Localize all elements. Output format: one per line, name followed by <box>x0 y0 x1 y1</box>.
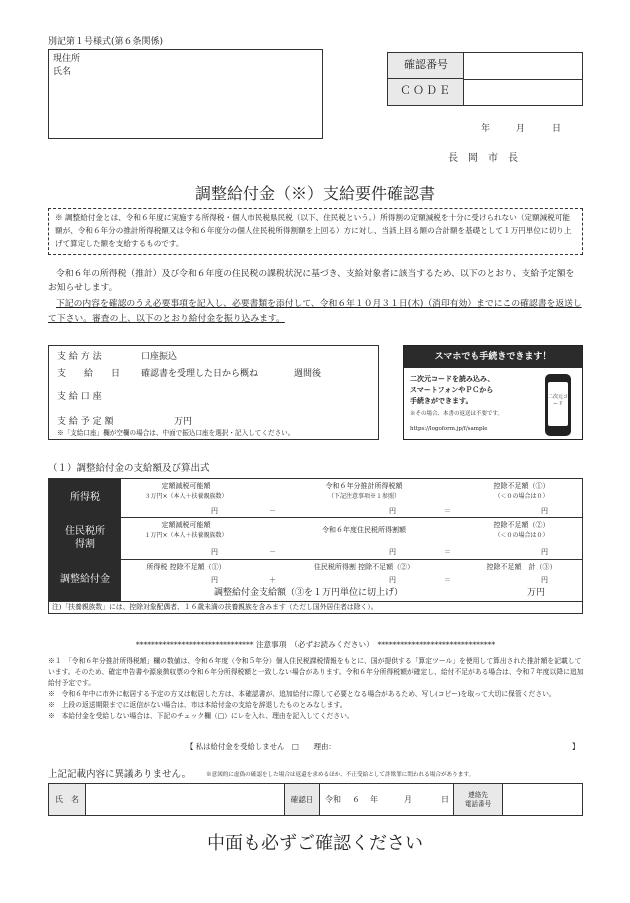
decline-checkbox-line[interactable]: 【 私は給付金を受給しません □ 理由： <box>186 742 336 751</box>
c1-header: 所得税 控除不足額（①） <box>146 563 226 571</box>
c2-header: 令和６年度住民税所得割額 <box>322 526 406 534</box>
calc-title: （１）調整給付金の支給額及び算出式 <box>48 463 210 474</box>
intro-paragraph: 令和６年の所得税（推計）及び令和６年度の住民税の課税状況に基づき、支給対象者に該当するため、以下のとおり、支給予定額をお知らせします。 <box>48 269 575 293</box>
phone-label-1: 連絡先 <box>468 791 488 799</box>
qr-label: 二次元コード <box>548 394 569 407</box>
date-label: 支 給 日 <box>57 369 121 379</box>
footer-notice: 中面も必ずご確認ください <box>207 833 423 854</box>
caution-header: ******************************* 注意事項 （必ずお読みください） ******************************* <box>135 640 496 649</box>
date-day: 日 <box>552 124 562 134</box>
amount-label: 支 給 予 定 額 <box>57 417 114 427</box>
smartphone-box <box>403 345 583 440</box>
smartphone-line2: スマートフォンやＰＣから <box>410 385 494 394</box>
date-value: 確認書を受理した日から概ね <box>141 369 259 379</box>
payment-box <box>48 345 379 440</box>
smartphone-url[interactable]: https://logoform.jp/f/sample <box>410 426 488 432</box>
name-label: 氏名 <box>53 67 72 77</box>
date-suffix: 週間後 <box>294 369 322 379</box>
c1-header: 定額減税可能額 <box>161 521 211 529</box>
star-note: ※ 調整給付金とは、令和６年度に実施する所得税・個人市民税県民税（以下、住民税という。）所得割の定額減税を十分に受けられない（定額減税可能額が、令和６年分の推計所得税額又は令和６年度分の個人住民税所得割額を上回る）方に対し、当該上回る額の合計額を基礎として１万円単位に切り上げて算定した額を支給するものです。 <box>55 213 572 248</box>
c3-header: 控除不足額 計（③） <box>486 563 557 571</box>
caution-list <box>48 656 586 722</box>
mayor: 長 岡 市 長 <box>448 153 518 164</box>
smartphone-line3: 手続きができます。 <box>410 396 473 405</box>
op-equals: ＝ <box>444 548 451 556</box>
kakunin-label: 確認番号 <box>404 58 448 71</box>
phone-label-2: 電話番号 <box>464 800 492 808</box>
address-box[interactable] <box>48 49 323 139</box>
c2-header: 住民税所得割 控除不足額（②） <box>313 563 415 571</box>
c3-sub: （＜０の場合は０） <box>494 493 549 500</box>
yen: 円 <box>389 576 396 584</box>
caution-item: ※ 令和６年中に市外に転居する予定の方又は転居した方は、本確認書が、追加給付に際して必要となる場合があるため、写し(コピー)を取って大切に保管ください。 <box>48 690 556 698</box>
phone-input[interactable] <box>503 784 582 815</box>
smartphone-icon <box>545 374 571 436</box>
yen: 円 <box>541 576 548 584</box>
yen: 円 <box>389 507 396 515</box>
page-title: 調整給付金（※）支給要件確認書 <box>194 184 435 203</box>
phone-label <box>453 784 503 815</box>
decline-bracket: 】 <box>572 742 580 751</box>
caution-item: ※ 上段の返送期限までに返信がない場合は、市は本給付金の支給を辞退したものとみなします。 <box>48 701 347 709</box>
smartphone-header: スマホでも手続きできます！ <box>404 346 582 368</box>
yen: 円 <box>541 548 548 556</box>
account-label: 支 給 口 座 <box>57 392 102 402</box>
signature-table <box>48 783 583 816</box>
fraud-note: ※意図的に虚偽の確認をした場合は返還を求めるほか、不正受給として詐欺罪に問われる場合があります。 <box>206 772 475 778</box>
star-note-box <box>48 208 583 255</box>
c2-sub: （下記注意事項※１参照） <box>327 493 400 500</box>
year: 年 <box>370 795 378 804</box>
op-minus: － <box>269 548 276 556</box>
c3-header: 控除不足額（①） <box>493 482 550 490</box>
op-plus: ＋ <box>269 576 276 584</box>
name-input[interactable] <box>86 784 284 815</box>
yen: 円 <box>211 507 218 515</box>
form-label: 別記第１号様式(第６条関係) <box>48 37 164 47</box>
calc-table <box>48 478 583 614</box>
month: 月 <box>404 795 412 804</box>
date-year: 年 <box>481 124 491 134</box>
c1-sub: １万円×（本人＋扶養親族数） <box>144 532 228 539</box>
reiwa-six: ６ <box>352 795 360 804</box>
c1-header: 定額減税可能額 <box>161 482 211 490</box>
row-label-income-tax: 所得税 <box>49 479 121 517</box>
op-minus: － <box>269 507 276 515</box>
op-equals: ＝ <box>444 507 451 515</box>
smartphone-small: ※その場合、本書の返送は不要です。 <box>410 411 504 417</box>
account-note: ※「支給口座」欄が空欄の場合は、中面で振込口座を選択・記入してください。 <box>57 429 295 437</box>
method-label: 支 給 方 法 <box>57 352 102 362</box>
total-label: 調整給付金支給額（③を１万円単位に切上げ） <box>214 588 404 598</box>
smartphone-line1: 二次元コードを読み込み、 <box>410 374 495 383</box>
day: 日 <box>441 795 449 804</box>
c1-sub: ３万円×（本人＋扶養親族数） <box>144 493 228 500</box>
method-value: 口座振込 <box>141 352 178 362</box>
code-box <box>387 52 583 106</box>
yen: 円 <box>211 576 218 584</box>
intro-underline: 下記の内容を確認のうえ必要事項を記入し、必要書類を添付して、令和６年１０月３１日(木)（消印有効）までにこの確認書を返送して下さい。審査の上、以下のとおり給付金を振り込みます。 <box>48 299 582 324</box>
op-equals: ＝ <box>444 576 451 584</box>
c3-header: 控除不足額（②） <box>493 521 550 529</box>
c3-sub: （＜０の場合は０） <box>494 532 549 539</box>
caution-item: ※１ 「令和６年分推計所得税額」欄の数値は、令和６年度（令和５年分）個人住民税課税情報をもとに、国が提供する「算定ツール」を使用して算出された推計額を記載しています。そのため、確定申告書や源泉徴収票の令和６年分所得税額と一致しない場合があります。令和６年分所得税額が確定し、給付不足がある場合は、令和７年度以降に追加給付予定です。 <box>48 657 584 687</box>
no-objection: 上記記載内容に異議ありません。 <box>48 769 192 780</box>
address-label: 現住所 <box>53 54 81 64</box>
row-label-text: 住民税所得割 <box>65 526 105 550</box>
total-unit: 万円 <box>527 588 546 598</box>
row-label-resident-tax <box>49 517 121 559</box>
yen: 円 <box>541 507 548 515</box>
amount-unit: 万円 <box>174 417 193 427</box>
name-label: 氏 名 <box>49 784 86 815</box>
date-month: 月 <box>516 124 526 134</box>
code-label: ＣＯＤＥ <box>400 84 452 97</box>
yen: 円 <box>389 548 396 556</box>
caution-item: ※ 本給付金を受給しない場合は、下記のチェック欄（□）にレを入れ、理由を記入してください。 <box>48 712 354 720</box>
reiwa: 令和 <box>325 795 341 804</box>
row-label-adjustment: 調整給付金 <box>49 559 121 601</box>
yen: 円 <box>211 548 218 556</box>
c2-header: 令和６年分推計所得税額 <box>325 482 403 490</box>
calc-note: 注)「扶養親族数」には、控除対象配偶者、１６歳未満の扶養親族を含みます（ただし国外居住者は除く）。 <box>52 603 378 611</box>
date-label: 確認日 <box>284 784 320 815</box>
